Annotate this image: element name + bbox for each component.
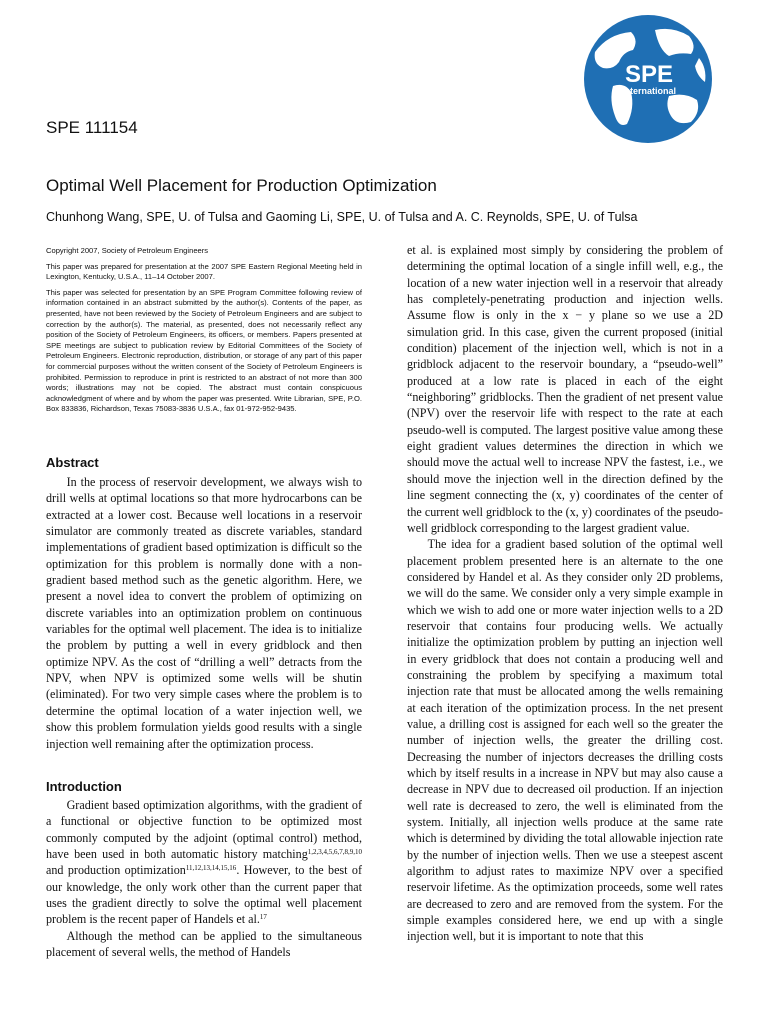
paper-authors: Chunhong Wang, SPE, U. of Tulsa and Gaoming Li, SPE, U. of Tulsa and A. C. Reynolds, SPE, U. of Tulsa (46, 210, 638, 224)
introduction-body (46, 797, 362, 960)
logo-text: SPE (624, 61, 674, 88)
copyright-line: Copyright 2007, Society of Petroleum Engineers (46, 246, 209, 255)
citation-refs: 17 (259, 913, 267, 922)
spe-international-logo (573, 12, 723, 146)
citation-refs: 11,12,13,14,15,16 (185, 864, 237, 873)
presentation-note: This paper was prepared for presentation at the 2007 SPE Eastern Regional Meeting held in Lexington, Kentucky, U.S.A., 11–14 October 2007. (46, 261, 362, 282)
paper-number: SPE 111154 (46, 118, 138, 137)
intro-paragraph-2-continued: et al. is explained most simply by considering the problem of determining the optimal location of a single infill well, e.g., the location of a new water injection well in a reservoir that already has completely-penetrating production and injection wells. Assume flow is only in the x − y plane so we use a 2D simulation grid. In this case, given the current proposed (initial condition) placement of the injection well, which is not in a gridblock adjacent to the reservoir boundary, a “pseudo-well” produced at a low rate is placed in each of the eight “neighboring” gridblocks. Then the gradient of net present value (NPV) over the reservoir life with respect to the rate at each pseudo-well is computed. The largest positive value among these eight gradient values determines the direction in which we should move the actual well to increase NPV the fastest, i.e., we should move the injection well in the direction defined by the line segment connecting the (x, y) coordinates of the center of the current well gridblock to the (x, y) coordinates of the pseudo-well gridblock corresponding to the largest gradient value. (407, 243, 723, 535)
intro-text: Gradient based optimization algorithms, with the gradient of a functional or objective function to be optimized most commonly computed by the adjoint (optimal control) method, have been used in both automatic history matching (46, 798, 362, 862)
right-column-body (407, 242, 723, 945)
logo-subtext: International (621, 86, 677, 96)
intro-paragraph-1 (46, 797, 362, 928)
intro-paragraph-2: Although the method can be applied to the simultaneous placement of several wells, the method of Handels (46, 928, 362, 960)
review-disclaimer: This paper was selected for presentation by an SPE Program Committee following review of information contained in an abstract submitted by the author(s). Contents of the paper, as presented, have not been reviewed by the Society of Petroleum Engineers and are subject to correction by the author(s). The material, as presented, does not necessarily reflect any position of the Society of Petroleum Engineers, its officers, or members. Papers presented at SPE meetings are subject to publication review by Editorial Committees of the Society of Petroleum Engineers. Electronic reproduction, distribution, or storage of any part of this paper for commercial purposes without the written consent of the Society of Petroleum Engineers is prohibited. Permission to reproduce in print is restricted to an abstract of not more than 300 words; illustrations may not be copied. The abstract must contain conspicuous acknowledgment of where and by whom the paper was presented. Write Librarian, SPE, P.O. Box 833836, Richardson, Texas 75083-3836 U.S.A., fax 01-972-952-9435. (46, 287, 362, 414)
intro-paragraph-3: The idea for a gradient based solution of the optimal well placement problem presented here is an alternate to the one considered by Handel et al. As they consider only 2D problems, we will do the same. We consider only a very simple example in which we wish to add one or more water injection wells to a 2D reservoir that contains four producing wells. We actually initialize the optimization problem by putting an injection well in every gridblock that does not contain a producing well and constraining the problem by specifying a maximum total injection rate that must be allocated among the wells remaining at each iteration of the optimization process. In the net present value, a drilling cost is assigned for each well so the greater the number of injection wells, the greater the drilling cost. Decreasing the number of injectors decreases the drilling costs which by itself results in a increase in NPV but may also cause a decrease in NPV due to decreased oil production. If an injection well rate is decreased to zero, the well is eliminated from the system. Initially, all injection wells produce at the same rate which is determined by dividing the total allowable injection rate by the number of injection wells. Then we use a steepest ascent algorithm to adjust rates to maximize NPV over a specified reservoir lifetime. As the optimization proceeds, some well rates are decreased to zero and are removed from the system. For the simple examples considered here, we end up with a single injection well, but it is important to note that this (407, 537, 723, 944)
introduction-heading: Introduction (46, 779, 122, 794)
intro-text: and production optimization (46, 863, 186, 878)
copyright-notice (46, 246, 362, 420)
abstract-paragraph: In the process of reservoir development, we always wish to drill wells at optimal locations so that more hydrocarbons can be extracted at a lower cost. Because well locations in a reservoir simulator are commonly treated as discrete variables, standard implementations of gradient based optimization is difficult so the optimization for this problem is normally done with a non-gradient based method such as the genetic algorithm. Here, we present a novel idea to convert the problem of optimizing on discrete variables into an optimization problem on continuous variables for the optimal well placement. The idea is to initialize the problem by putting a well in every gridblock and then optimize NPV. As the cost of “drilling a well” detracts from the NPV, when NPV is optimized some wells will be shutin (eliminated). For two very simple cases where the problem is to determine the optimal location of a water injection well, we show this problem formulation yields good results with a single injection well remaining after the optimization process. (46, 475, 362, 751)
paper-title: Optimal Well Placement for Production Optimization (46, 176, 437, 195)
citation-refs: 1,2,3,4,5,6,7,8,9,10 (307, 848, 362, 857)
intro-text: . However, to the best of our knowledge, the only work other than the current paper that uses the gradient directly to solve the optimal well placement problem is the recent paper of Handels et al. (46, 863, 362, 927)
abstract-body (46, 474, 362, 752)
abstract-heading: Abstract (46, 455, 99, 470)
